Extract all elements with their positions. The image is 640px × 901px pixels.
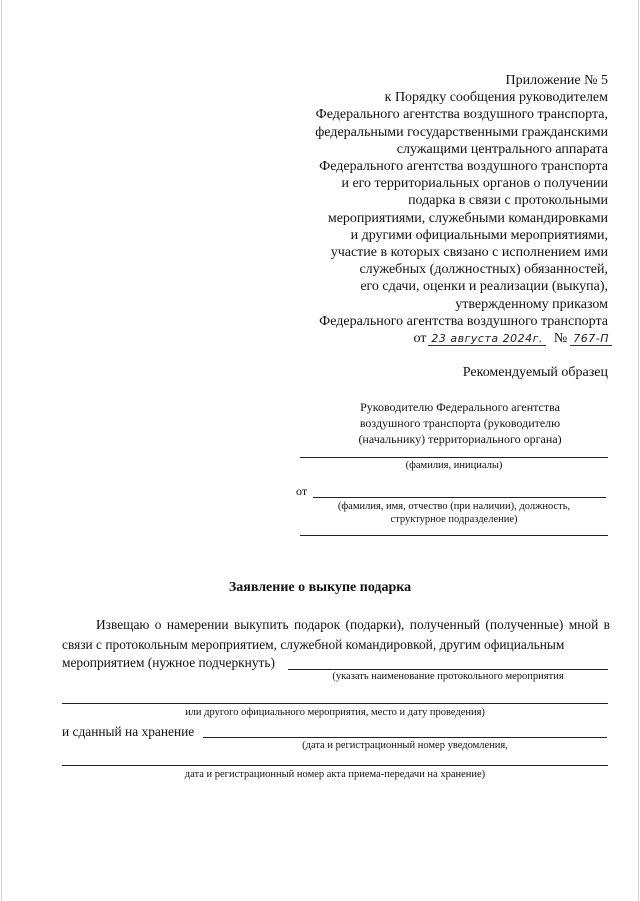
handwritten-order-date: 23 августа 2024г.	[428, 332, 545, 346]
applicant-extra-field[interactable]	[300, 535, 608, 536]
hint-recipient-name: (фамилия, инициалы)	[405, 460, 503, 471]
storage-notice-field[interactable]	[203, 737, 607, 738]
hint-applicant-line2: структурное подразделение)	[390, 514, 518, 525]
scan-edge-left	[1, 0, 2, 901]
addressee-line: воздушного транспорта (руководителю	[359, 416, 561, 430]
from-label: от	[296, 484, 308, 498]
header-line: участие в которых связано с исполнением ими	[330, 245, 608, 261]
storage-label: и сданный на хранение	[62, 724, 195, 739]
header-line: мероприятиями, служебными командировками	[327, 210, 608, 226]
hint-event-line2: или другого официального мероприятия, место и дату проведения)	[185, 707, 485, 718]
order-reference	[413, 331, 612, 347]
applicant-field[interactable]	[313, 497, 606, 498]
appendix-header	[248, 72, 608, 330]
handwritten-order-number: 767-П	[570, 332, 612, 346]
storage-act-field[interactable]	[62, 765, 608, 766]
order-from-label: от	[413, 331, 427, 346]
statement-text-line2: в связи с протокольным мероприятием, служебной командировкой, другим официальным	[62, 617, 610, 652]
statement-text-line1: Извещаю о намерении выкупить подарок (подарки), полученный (полученные) мной	[96, 617, 599, 632]
header-line: Приложение № 5	[505, 73, 608, 88]
hint-event-line1: (указать наименование протокольного мероприятия	[332, 671, 564, 682]
header-line: к Порядку сообщения руководителем	[384, 90, 608, 106]
header-line: федеральными государственными гражданскими	[315, 124, 608, 140]
statement-text-line3: мероприятием (нужное подчеркнуть)	[62, 655, 275, 670]
addressee-block	[340, 399, 580, 447]
scan-edge-right	[638, 0, 639, 901]
header-line: подарка в связи с протокольными	[408, 193, 608, 209]
document-title: Заявление о выкупе подарка	[228, 580, 412, 595]
hint-applicant-line1: (фамилия, имя, отчество (при наличии), должность,	[337, 501, 571, 512]
header-line: служебных (должностных) обязанностей,	[359, 262, 608, 278]
header-line: Федерального агентства воздушного транспорта	[319, 159, 608, 175]
order-number-sign: №	[553, 331, 568, 346]
header-line: утвержденному приказом	[455, 296, 608, 312]
hint-storage-line1: (дата и регистрационный номер уведомления,	[302, 740, 508, 751]
addressee-line: Руководителю Федерального агентства	[360, 400, 560, 414]
header-line: и его территориальных органов о получении	[341, 176, 608, 192]
addressee-line: (начальнику) территориального органа)	[358, 432, 562, 446]
event-details-field[interactable]	[62, 703, 608, 704]
recipient-name-field[interactable]	[300, 457, 608, 458]
header-line: служащими центрального аппарата	[396, 141, 608, 157]
header-line: его сдачи, оценки и реализации (выкупа),	[360, 279, 608, 295]
recommended-sample-label: Рекомендуемый образец	[462, 365, 608, 380]
header-line: Федерального агентства воздушного транспорта,	[315, 107, 608, 123]
statement-paragraph	[62, 615, 610, 655]
header-line: и другими официальными мероприятиями,	[350, 227, 608, 243]
hint-storage-line2: дата и регистрационный номер акта приема-передачи на хранение)	[184, 769, 486, 780]
header-line: Федерального агентства воздушного транспорта	[319, 313, 608, 329]
